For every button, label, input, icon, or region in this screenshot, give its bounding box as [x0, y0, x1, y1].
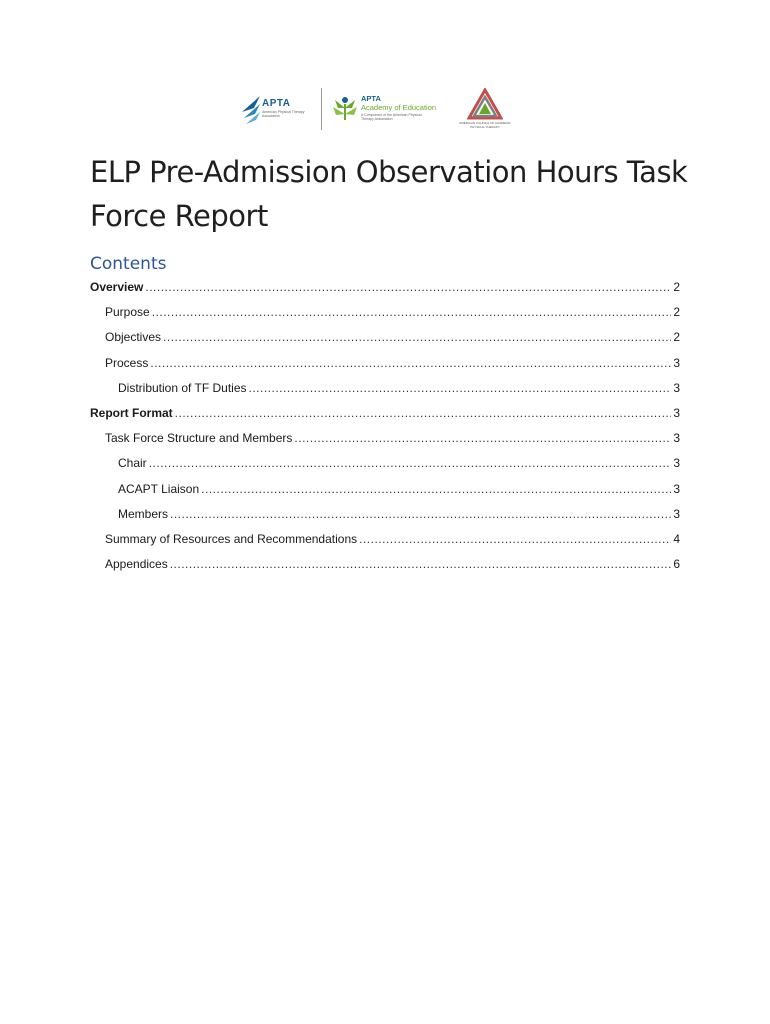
toc-dot-leader [201, 482, 671, 496]
toc-entry[interactable] [90, 557, 680, 577]
logo-bar [240, 86, 540, 134]
toc-entry-label: Objectives [105, 330, 162, 345]
toc-entry-label: Report Format [90, 406, 173, 420]
toc-entry[interactable] [90, 431, 680, 451]
toc-dot-leader [170, 557, 672, 571]
toc-dot-leader [163, 330, 671, 344]
toc-entry-label: ACAPT Liaison [118, 481, 200, 496]
toc-dot-leader [145, 280, 671, 294]
apta-logo-name: APTA [262, 98, 291, 109]
toc-entry[interactable] [90, 330, 680, 350]
toc-entry[interactable] [90, 280, 680, 300]
toc-entry-label: Summary of Resources and Recommendations [105, 532, 358, 546]
acapt-logo [454, 86, 516, 132]
toc-entry[interactable] [90, 456, 680, 476]
toc-entry-label: Members [118, 506, 169, 521]
toc-entry[interactable] [90, 406, 680, 426]
toc-page-number: 3 [673, 506, 680, 521]
apta-swoosh-icon [240, 92, 262, 126]
toc-page-number: 3 [673, 406, 680, 420]
academy-leaf-icon [330, 94, 360, 122]
toc-entry[interactable] [90, 532, 680, 552]
apta-logo-subtitle: American Physical Therapy Association [262, 110, 305, 118]
toc-page-number: 3 [673, 380, 680, 395]
toc-entry[interactable] [90, 356, 680, 376]
toc-entry-label: Process [105, 355, 149, 370]
acapt-logo-text: AMERICAN COUNCIL OF ACADEMIC PHYSICAL THERAPY [459, 121, 511, 129]
academy-logo-name: APTA [361, 94, 381, 103]
toc-dot-leader [150, 356, 671, 370]
toc-entry-label: Task Force Structure and Members [105, 431, 293, 446]
contents-heading: Contents [90, 254, 167, 274]
toc-dot-leader [170, 507, 671, 521]
toc-entry-label: Purpose [105, 305, 150, 320]
toc-dot-leader [359, 532, 671, 546]
toc-page-number: 2 [673, 280, 680, 294]
academy-logo-subtitle: A Component of the American Physical Therapy Association [361, 113, 422, 121]
toc-page-number: 6 [673, 557, 680, 572]
toc-dot-leader [149, 456, 672, 470]
toc-entry-label: Appendices [105, 557, 168, 572]
toc-page-number: 3 [673, 456, 680, 471]
toc-dot-leader [294, 431, 671, 445]
toc-page-number: 3 [673, 431, 680, 446]
toc-entry[interactable] [90, 482, 680, 502]
toc-entry[interactable] [90, 381, 680, 401]
academy-logo-title: Academy of Education [361, 103, 437, 112]
toc-page-number: 2 [673, 305, 680, 320]
toc-page-number: 3 [673, 481, 680, 496]
toc-page-number: 3 [673, 355, 680, 370]
toc-entry-label: Chair [118, 456, 147, 471]
toc-entry-label: Distribution of TF Duties [118, 380, 247, 395]
academy-logo [330, 94, 440, 124]
toc-dot-leader [175, 406, 672, 420]
document-title: ELP Pre-Admission Observation Hours Task Force Report [90, 155, 688, 233]
toc-dot-leader [249, 381, 672, 395]
apta-logo [240, 92, 312, 128]
toc-dot-leader [152, 305, 672, 319]
logo-divider [321, 88, 322, 130]
toc-entry[interactable] [90, 507, 680, 527]
toc-entry[interactable] [90, 305, 680, 325]
toc-page-number: 4 [673, 532, 680, 546]
toc-page-number: 2 [673, 330, 680, 345]
toc-entry-label: Overview [90, 280, 144, 294]
acapt-triangle-icon [467, 88, 503, 120]
